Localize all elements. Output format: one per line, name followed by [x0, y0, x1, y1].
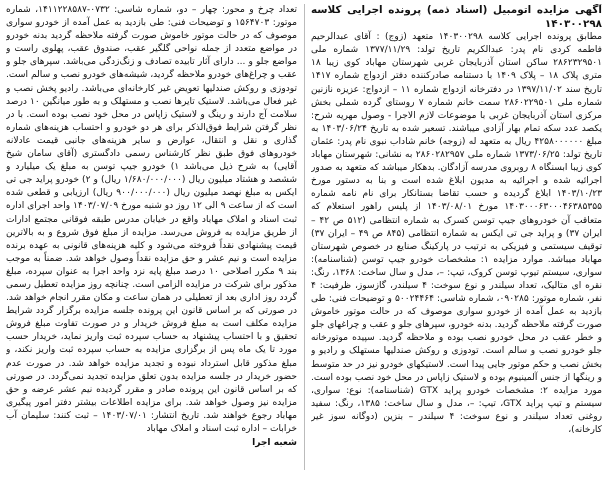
notice-left-column: [6, 4, 297, 470]
notice-body-left: تعداد چرخ و محور: چهار – دو، شماره شاسی: ۰۷۳۲-۱۴۱۱۲۲۸۵۸۷، شماره موتور: ۱۵۶۴۷۰۳ و توضیحات فنی: طی بازدید به عمل آمده از خودرو سواری موصوف که در حالت موتور خاموش صورت گرفته ملاحظه گردید بدنه خودرو در مواضع متعدد از جمله نواحی گلگیر عقب، صندوق عقب، پهلوی راست و مواضع جلو و ... دارای آثار تابیده تصادف و زنگ‌زدگی می‌باشد. سپرهای جلو و عقب و چراغ‌های خودرو ملاحظه گردید، شیشه‌های خودرو نصب و سالم است. تودوزی و روکش صندلیها تعویض غیر کارخانه‌ای می‌باشد. رادیو پخش نصب و غیر فعال می‌باشد. لاستیک تایرها نصب و مستهلک و به طور میانگین ۱۰ درصد سلامت آج دارند و رینگ و لاستیک زاپاس در محل خود نصب بوده است. با در نظر گرفتن شرایط فوق‌الذکر برای هر دو خودرو و احتساب هزینه‌های شماره گذاری و نقل و انتقال، عوارض و سایر هزینه‌های جانبی قیمت عادلانه خودروهای فوق طبق نظر کارشناس رسمی دادگستری (آقای سامان شیخ آقایی) به شرح ذیل می‌باشد ۱) خودرو جیپ توسن به مبلغ یک میلیارد و ششصد و هشتاد میلیون ریال (۱/۶۸۰/۰۰۰/۰۰۰ ریال) و ۲) خودرو پراید جی تی ایکس به مبلغ نهصد میلیون ریال (۹۰۰/۰۰۰/۰۰۰ ریال) ارزیابی و قطعی شده است که از ساعت ۹ الی ۱۲ روز دو شنبه مورخ ۱۴۰۳/۰۷/۰۹ واحد اجرای اداره ثبت اسناد و املاک مهاباد واقع در خیابان مدرس طبقه فوقانی مجتمع ادارات از طریق مزایده به فروش می‌رسد. مزایده از مبلغ فوق شروع و به بالاترین قیمت پیشنهادی نقداً فروخته می‌شود و کلیه هزینه‌های قانونی به عهده برنده مزایده است و نیم عشر و حق مزایده نقداً وصول خواهد شد. ضمناً به موجب بند ۹ مکرر اصلاحی ۱۰ درصد مبلغ پایه نزد واحد اجرا به عنوان سپرده، مبلغ مذکور برای شرکت در مزایده الزامی است. چنانچه روز مزایده تعطیل رسمی گردد روز اداری بعد از تعطیلی در همان ساعت و مکان مقرر انجام خواهد شد. در صورتی که بر اساس قانون این پرونده جلسه مزایده برگزار گردد شرایط مزایده مکلف است به مبلغ فروش خریدار و در صورت تفاوت مبلغ فروش تحقیق و با احتساب پیشنهاد به حساب سپرده ثبت واریز نماید، خریدار حسب مورد تا یک ماه پس از برگزاری مزایده به حساب سپرده ثبت واریز نکند، و مبلغ مذکور قابل استرداد نبوده و تجدید مزایده خواهد شد. در صورت عدم حضور خریدار در جلسه مزایده بدون تعلق مزایده تجدید نمی‌گردد. در صورتی که بر اساس قانون این پرونده صادر و مقرر گردیده نیم عشر عرضه و حق مزایده نیز وصول خواهد شد. برای مزایده اطلاعات بیشتر دفتر امور پیگیری مهاباد رجوع خواهند شد.: [6, 5, 297, 421]
notice-title: آگهی مزایده اتومبیل (اسناد ذمه) پرونده اجرایی کلاسه ۱۴۰۳۰۰۲۹۸: [311, 4, 602, 30]
publish-info: تاریخ انتشار: ۱۴۰۳/۰۷/۰۱ – ثبت کنند: سلیمان آب خرابات – اداره ثبت اسناد و املاک مهاباد: [6, 410, 297, 434]
column-divider: [304, 4, 305, 470]
notice-right-column: [311, 4, 602, 470]
auction-notice: [6, 4, 602, 470]
notice-body-right: مطابق پرونده اجرایی کلاسه ۱۴۰۳۰۰۲۹۸ متعهد (زوج) : آقای عبدالرحیم فاطمه کردی نام پدر: عبدالکریم تاریخ تولد: ۱۳۷۷/۱۱/۲۹ شماره ملی ۲۸۶۲۳۲۹۵۰۱ ساکن استان آذربایجان غربی شهرستان مهاباد کوی زیبا ۱۸ متری پلاک ۱۸ – پلاک ۱۴۰۹ با دستنامه صادرکننده دفتر ازدواج شماره ۱۴۱۷ تاریخ سند ۱۳۹۷/۱۱/۰۲ در دفترخانه ازدواج شماره ۱۱ – ازدواج: عزیزه نازنین شماره ملی ۲۸۶۰۲۲۹۵۰۱ سمت خانم شماره ۷ روستای گرده شملی بخش مرکزی استان آذربایجان غربی با موضوعات لازم الاجرا - وصول مهریه شرح: یکصد عدد سکه تمام بهار آزادی میباشند. تسعیر شده به تاریخ ۱۴۰۳/۰۶/۲۴ به مبلغ ۴۲۵۸۰۰۰۰۰۰ ریال به متعهد له (زوجه) خانم شاداب نبوی نام پدر: عثمان تاریخ تولد: ۱۳۷۳/۰۶/۲۵ شماره ملی ۲۸۶۰۲۸۲۹۵۷ به نشانی: شهرستان مهاباد کوی زیبا ابسنگاه ۸ روبروی مدرسه آزادگان. بدهکار میباشد که متعهد به صدور اجرائیه شده و اجرائیه به مدیون ابلاغ شده است و بنا به دستور مورخ ۱۴۰۳/۱۰/۲۳ ابلاغ گردیده و حسب تقاضا بستانکار برای نام نامه شماره ۱۴۰۳۰۰۰۶۳۰۰۰۴۶۳۸۵۳۵۵ مورخ ۱۴۰۳/۰۸/۰۱ از پلیس راهور استعلام که متعاقب آن خودروهای جیپ توسن کسرک به شماره انتظامی (۵۱۲ ص ۴۲ – ایران ۳۷) و پراید جی تی ایکس به شماره انتظامی (۸۴۵ ص ۴۹ – ایران ۳۷) توقیف سیستمی و فیزیکی به ترتیب در پارکینگ صنایع در خصوص شهرستان مهاباد میباشد. موارد مزایده ۱: مشخصات خودرو جیپ توسن (شناسنامه): سواری، سیستم تیوپ توسن کروک، تیپ: –، مدل و سال ساخت: ۱۳۶۸، رنگ: نقره ای متالیک، تعداد سیلندر و نوع سوخت: ۴ سیلندر، گازسوز، ظرفیت: ۴ نفر، شماره موتور: ۰۹۰۲۸۵، شماره شاسی: ۵۰۰۲۴۴۶۴ و توضیحات فنی: طی بازدید به عمل آمده از خودرو سواری موصوف که در حالت موتور خاموش صورت گرفته ملاحظه گردید. بدنه خودرو، سپرهای جلو و عقب و چراغهای جلو و خطر عقب در محل خودرو نصب بوده و ملاحظه گردید. سپیده موتورخانه جلو خودرو نصب و سالم است. تودوزی و روکش صندلیها مستهلک و رادیو و بخش نصب و حکم موتور جایی پیدا است. لاستیکهای خودرو نیز در حد متوسط و رینگها از جنس آلمینیوم بوده و لاستیک زاپاس در محل خود نصب بوده است. مورد مزایده ۲: مشخصات خودرو پراید GTX (شناسنامه): نوع: سواری، سیستم و تیپ پراید GTX، تیپ: –، مدل و سال ساخت: ۱۳۸۵، رنگ: سفید روغنی تعداد سیلندر و نوع سوخت: ۴ سیلندر – بنزین (دوگانه سوز غیر کارخانه)،: [311, 32, 602, 435]
signature: شعبه اجرا: [252, 438, 297, 449]
